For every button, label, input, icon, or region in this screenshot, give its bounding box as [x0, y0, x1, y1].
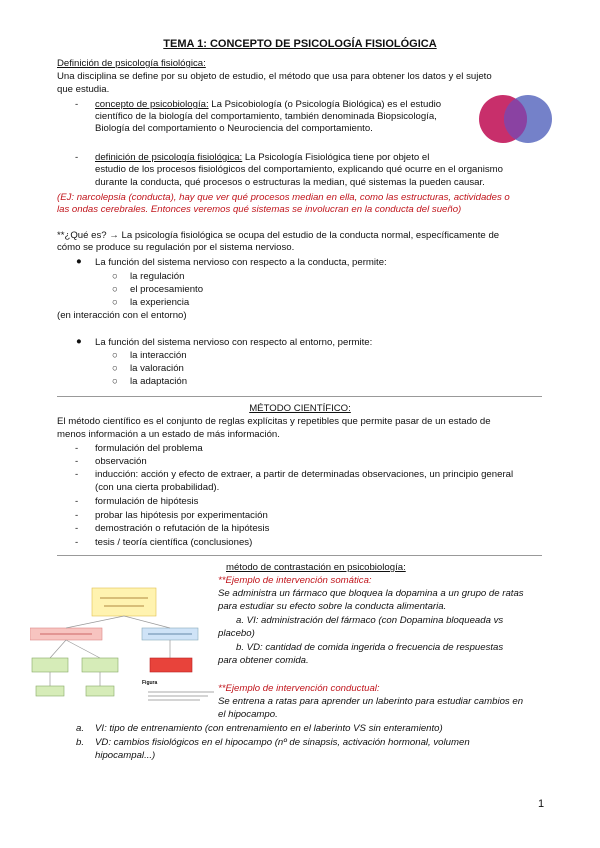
item2-line2: estudio de los procesos fisiológicos del comportamiento, explicando qué ocurre en el organismo: [95, 164, 503, 175]
ex1-b-line1: b. VD: cantidad de comida ingerida o frecuencia de respuestas: [236, 642, 504, 653]
item1-label: concepto de psicobiología:: [95, 99, 209, 110]
circle-bullet: ○: [112, 284, 118, 295]
diagram-root-box: [92, 588, 156, 616]
metodo-heading: MÉTODO CIENTÍFICO:: [249, 403, 351, 414]
metodo-step: tesis / teoría científica (conclusiones): [95, 537, 253, 548]
item2-line3: durante la conducta, qué procesos o estructuras la median, qué sistemas la pueden causar.: [95, 177, 485, 188]
que-es-line1: **¿Qué es? → La psicología fisiológica se ocupa del estudio de la conducta normal, específicamente de: [57, 230, 500, 241]
dash-bullet: -: [75, 469, 79, 480]
ex1-a-line1: a. VI: administración del fármaco (con Dopamina bloqueada vs: [236, 615, 504, 626]
flow-diagram: [30, 580, 216, 710]
sub1-item: el procesamiento: [130, 284, 204, 295]
metodo-intro-2: menos información a un estado de más información.: [57, 429, 280, 440]
item1-line3: Biología del comportamiento o Neurociencia del comportamiento.: [95, 123, 373, 134]
diagram-leaf-box: [86, 686, 114, 696]
dash-bullet: -: [75, 152, 79, 163]
circle-bullet: ○: [112, 271, 118, 282]
metodo-step: inducción: acción y efecto de extraer, a partir de determinadas observaciones, un principio general: [95, 469, 514, 480]
dash-bullet: -: [75, 456, 79, 467]
metodo-step: probar las hipótesis por experimentación: [95, 510, 268, 521]
dash-bullet: -: [75, 99, 79, 110]
definicion-heading: Definición de psicología fisiológica:: [57, 58, 206, 69]
ex2-b-line1: VD: cambios fisiológicos en el hipocampo (nº de sinapsis, activación hormonal, volumen: [95, 737, 470, 748]
metodo-intro-1: El método científico es el conjunto de reglas explícitas y repetibles que permite pasar de un estado de: [57, 416, 491, 427]
que-es-line2: cómo se produce su regulación por el sistema nervioso.: [57, 242, 295, 253]
ex1-title: **Ejemplo de intervención somática:: [218, 575, 372, 586]
metodo-step: demostración o refutación de la hipótesis: [95, 523, 270, 534]
ex1-line1: Se administra un fármaco que bloquea la dopamina a un grupo de ratas: [218, 588, 524, 599]
item2-text: La Psicología Fisiológica tiene por objeto el: [242, 152, 430, 163]
sub2-item: la interacción: [130, 350, 187, 361]
sub1-item: la regulación: [130, 271, 185, 282]
dash-bullet: -: [75, 496, 79, 507]
divider: [57, 555, 542, 556]
page-title: TEMA 1: CONCEPTO DE PSICOLOGÍA FISIOLÓGICA: [163, 38, 437, 50]
definicion-intro-1: Una disciplina se define por su objeto de estudio, el método que usa para obtener los datos y el sujeto: [57, 71, 492, 82]
ex1-line2: para estudiar su efecto sobre la conducta alimentaria.: [218, 601, 447, 612]
example-line1: (EJ: narcolepsia (conducta), hay que ver qué procesos median en ella, como las estructuras, actividades o: [57, 192, 510, 203]
circle-bullet: ○: [112, 297, 118, 308]
metodo-step: formulación del problema: [95, 443, 203, 454]
item1-text: La Psicobiología (o Psicología Biológica) es el estudio: [208, 99, 442, 110]
ex2-line2: el hipocampo.: [218, 709, 278, 720]
circle-bullet: ○: [112, 350, 118, 361]
diagram-leaf-box: [36, 686, 64, 696]
ex1-a-line2: placebo): [218, 628, 255, 639]
page-number: 1: [538, 798, 545, 810]
metodo-step: observación: [95, 456, 147, 467]
figure-caption: Figura: [142, 680, 158, 686]
definicion-intro-2: que estudia.: [57, 84, 110, 95]
dash-bullet: -: [75, 443, 79, 454]
que-es-note: (en interacción con el entorno): [57, 310, 187, 321]
diagram-leaf-box: [82, 658, 118, 672]
sub1-item: la experiencia: [130, 297, 190, 308]
example-line2: las ondas cerebrales. Entonces veremos qué sistemas se involucran en la conducta del sueño): [57, 204, 462, 215]
contrastacion-heading: método de contrastación en psicobiología:: [226, 562, 406, 573]
dash-bullet: -: [75, 537, 79, 548]
metodo-step-cont: (con una cierta probabilidad).: [95, 482, 220, 493]
ex2-a: VI: tipo de entrenamiento (con entrenamiento en el laberinto VS sin enteramiento): [95, 723, 443, 734]
divider: [57, 396, 542, 397]
ex2-title: **Ejemplo de intervención conductual:: [218, 683, 380, 694]
diagram-connector: [66, 616, 124, 628]
bullet-dot: ●: [76, 256, 82, 267]
diagram-leaf-box: [32, 658, 68, 672]
diagram-connector: [124, 616, 170, 628]
que-es-bullet1: La función del sistema nervioso con respecto a la conducta, permite:: [95, 257, 387, 268]
item1-line1: [95, 99, 475, 112]
sub2-item: la adaptación: [130, 376, 188, 387]
dash-bullet: -: [75, 523, 79, 534]
diagram-connector: [66, 640, 100, 658]
sub2-item: la valoración: [130, 363, 184, 374]
venn-diagram: [476, 93, 556, 145]
diagram-connector: [50, 640, 66, 658]
circle-bullet: ○: [112, 363, 118, 374]
item2-line1: [95, 152, 543, 165]
circle-bullet: ○: [112, 376, 118, 387]
ex1-b-line2: para obtener comida.: [218, 655, 309, 666]
item2-label: definición de psicología fisiológica:: [95, 152, 243, 163]
metodo-step: formulación de hipótesis: [95, 496, 199, 507]
item1-line2: científico de la biología del comportamiento, también denominada Biopsicología,: [95, 111, 437, 122]
ex2-a-label: a.: [76, 723, 85, 734]
dash-bullet: -: [75, 510, 79, 521]
ex2-b-line2: hipocampal...): [95, 750, 156, 761]
que-es-bullet2: La función del sistema nervioso con respecto al entorno, permite:: [95, 337, 373, 348]
ex2-b-label: b.: [76, 737, 85, 748]
diagram-leaf-box: [150, 658, 192, 672]
ex2-line1: Se entrena a ratas para aprender un laberinto para estudiar cambios en: [218, 696, 524, 707]
bullet-dot: ●: [76, 336, 82, 347]
